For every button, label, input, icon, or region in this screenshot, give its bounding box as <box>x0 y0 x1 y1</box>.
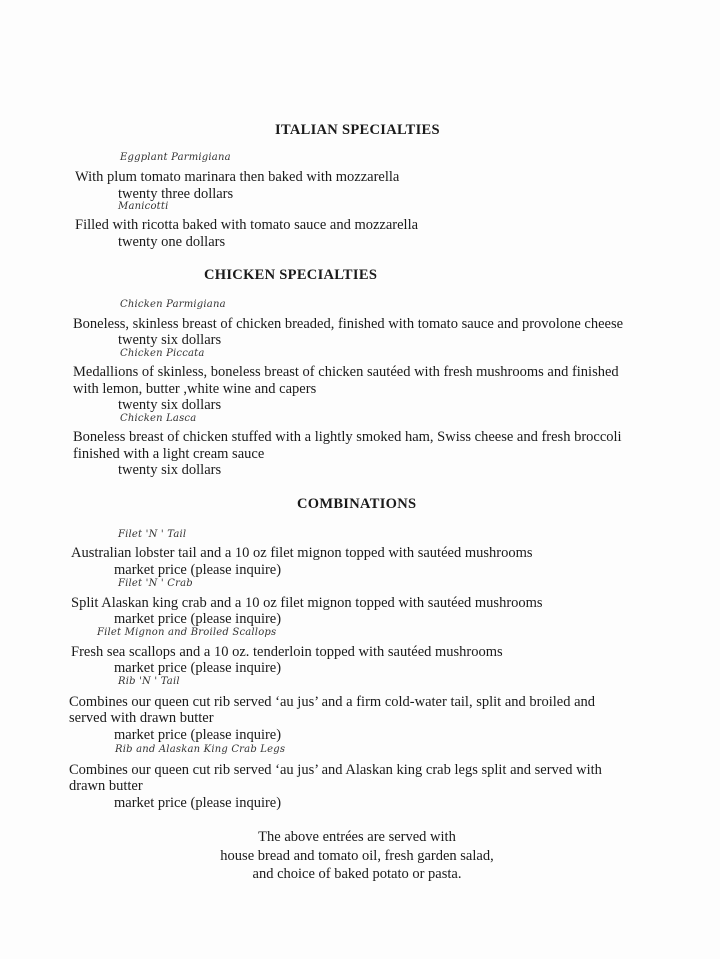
dish-description: Australian lobster tail and a 10 oz filet mignon topped with sautéed mushrooms <box>71 545 533 561</box>
dish-name: Filet 'N ' Crab <box>118 578 193 589</box>
dish-description: Combines our queen cut rib served ‘au jus’ and Alaskan king crab legs split and served with <box>69 762 602 778</box>
dish-name: Chicken Lasca <box>120 413 197 424</box>
dish-description: Medallions of skinless, boneless breast of chicken sautéed with fresh mushrooms and finished <box>73 364 619 380</box>
dish-price: twenty six dollars <box>118 462 222 478</box>
dish-name: Filet 'N ' Tail <box>118 529 187 540</box>
dish-name: Filet Mignon and Broiled Scallops <box>97 627 277 638</box>
dish-description: finished with a light cream sauce <box>73 446 265 462</box>
dish-description: Combines our queen cut rib served ‘au jus’ and a firm cold-water tail, split and broiled and <box>69 694 596 710</box>
dish-price: twenty one dollars <box>118 234 226 250</box>
dish-name: Rib and Alaskan King Crab Legs <box>115 744 286 755</box>
dish-price: twenty three dollars <box>118 186 234 202</box>
dish-price: market price (please inquire) <box>114 795 282 811</box>
section-heading-combinations: COMBINATIONS <box>297 496 417 512</box>
section-heading-italian: ITALIAN SPECIALTIES <box>275 122 440 138</box>
dish-name: Eggplant Parmigiana <box>120 152 231 163</box>
footer-note-line: The above entrées are served with <box>258 829 456 845</box>
dish-description: Boneless, skinless breast of chicken breaded, finished with tomato sauce and provolone cheese <box>73 316 624 332</box>
dish-description: Split Alaskan king crab and a 10 oz filet mignon topped with sautéed mushrooms <box>71 595 543 611</box>
dish-price: market price (please inquire) <box>114 727 282 743</box>
dish-description: Fresh sea scallops and a 10 oz. tenderloin topped with sautéed mushrooms <box>71 644 503 660</box>
dish-price: market price (please inquire) <box>114 562 282 578</box>
dish-price: market price (please inquire) <box>114 611 282 627</box>
footer-note-line: house bread and tomato oil, fresh garden salad, <box>220 848 494 864</box>
dish-name: Manicotti <box>118 201 169 212</box>
dish-description: Filled with ricotta baked with tomato sauce and mozzarella <box>75 217 419 233</box>
dish-description: With plum tomato marinara then baked with mozzarella <box>75 169 400 185</box>
dish-name: Chicken Piccata <box>120 348 205 359</box>
dish-description: Boneless breast of chicken stuffed with a lightly smoked ham, Swiss cheese and fresh broccoli <box>73 429 622 445</box>
footer-note-line: and choice of baked potato or pasta. <box>252 866 462 882</box>
dish-name: Chicken Parmigiana <box>120 299 226 310</box>
section-heading-chicken: CHICKEN SPECIALTIES <box>204 267 378 283</box>
dish-description: served with drawn butter <box>69 710 214 726</box>
dish-price: twenty six dollars <box>118 397 222 413</box>
dish-name: Rib 'N ' Tail <box>118 676 180 687</box>
dish-description: drawn butter <box>69 778 143 794</box>
dish-price: market price (please inquire) <box>114 660 282 676</box>
dish-description: with lemon, butter ,white wine and capers <box>73 381 317 397</box>
dish-price: twenty six dollars <box>118 332 222 348</box>
